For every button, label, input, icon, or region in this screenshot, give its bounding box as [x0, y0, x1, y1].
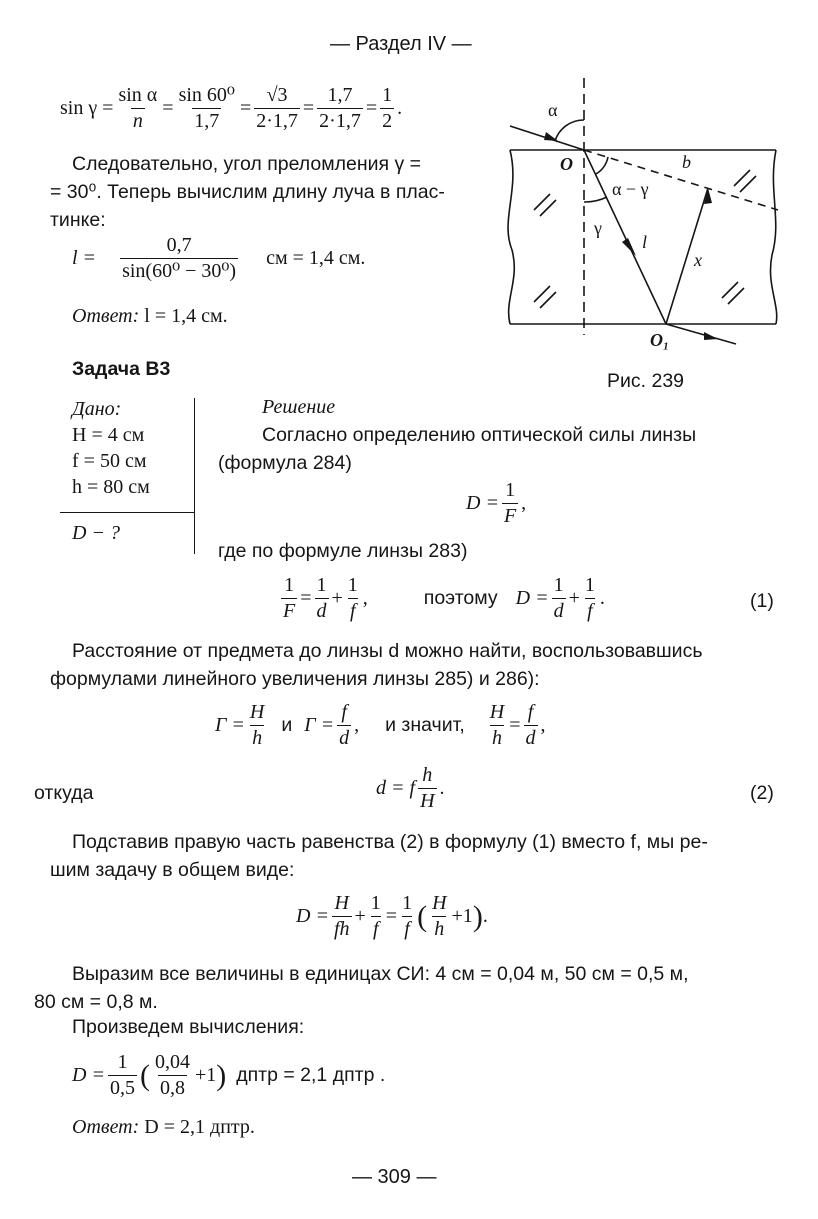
whence-word: откуда: [34, 782, 94, 804]
fraction: $\frac{1}{f}$: [402, 892, 413, 940]
given-block: [72, 396, 150, 500]
paragraph-refraction: Следовательно, угол преломления γ =: [72, 153, 422, 175]
fraction: $\frac{1}{0,5}$: [109, 1051, 135, 1099]
solution-text-2: (формула 284): [218, 452, 352, 474]
fraction: $\frac{H}{fh}$: [333, 892, 350, 940]
equation-general: D = $\frac{H}{fh}$ + $\frac{1}{f}$ = $\frac{1}{f}$ ( $\frac{H}{h}$ +1 ) .: [296, 892, 488, 940]
given-title: Дано:: [72, 398, 122, 420]
paragraph-calculate: Произведем вычисления:: [72, 1016, 305, 1038]
fraction: $\frac{1}{d}$: [553, 574, 564, 622]
fraction: $\frac{1}{F}$: [503, 479, 517, 527]
fraction: $\frac{f}{d}$: [525, 701, 536, 749]
answer-1: [72, 305, 228, 328]
label-alpha-gamma: α − γ: [612, 179, 649, 199]
paren-close: ): [216, 1058, 227, 1092]
fraction: $\frac{√3}{2\cdot 1,7}$: [256, 84, 298, 132]
answer-2: [72, 1116, 255, 1139]
fraction: $\frac{1}{f}$: [370, 892, 381, 940]
paren-close: ): [472, 899, 483, 933]
arrow-incident: [544, 132, 558, 141]
equation-1: $\frac{1}{F}$ = $\frac{1}{d}$ + $\frac{1}{f}$ , поэтому D = $\frac{1}{d}$ + $\frac{1}{f}$ .: [283, 574, 605, 622]
label-alpha: α: [548, 100, 558, 120]
paragraph-si-units-2: 80 см = 0,8 м.: [34, 991, 158, 1013]
fraction: $\frac{\text{sin 60⁰}}{1,7}$: [178, 84, 235, 132]
given-item: h = 80 см: [72, 476, 150, 498]
label-O1: O₁: [650, 330, 670, 350]
paren-open: (: [417, 899, 428, 933]
fraction: $\frac{H}{h}$: [249, 701, 265, 749]
exit-ray: [666, 324, 736, 344]
equation-2: d = f $\frac{h}{H}$ .: [376, 764, 445, 812]
paragraph-distance-2: формулами линейного увеличения линзы 285) и 286):: [50, 668, 540, 690]
given-divider-horizontal: [60, 512, 194, 513]
label-l: l: [642, 232, 648, 252]
equation-magnification: Г = $\frac{H}{h}$ и Г = $\frac{f}{d}$ , и значит, $\frac{H}{h}$ = $\frac{f}{d}$ ,: [215, 701, 546, 749]
lens-formula-intro: где по формуле линзы 283): [218, 540, 468, 562]
given-divider-vertical: [194, 398, 195, 554]
hatch-3: [734, 170, 756, 192]
eq-lhs: sin γ =: [60, 97, 114, 119]
equation-tag-1: (1): [750, 590, 774, 612]
label-O: O: [560, 154, 573, 174]
arc-alpha: [555, 120, 584, 141]
fraction: $\frac{1}{f}$: [347, 574, 358, 622]
paragraph-line: = 30⁰. Теперь вычислим длину луча в плас- тинке:: [50, 181, 445, 231]
fraction: $\frac{1,7}{2\cdot 1,7}$: [319, 84, 361, 132]
label-gamma: γ: [594, 218, 602, 238]
answer-value: D = 2,1 дптр.: [144, 1116, 255, 1138]
given-item: f = 50 см: [72, 450, 147, 472]
equation-length: [72, 235, 365, 282]
fraction: $\frac{0,04}{0,8}$: [154, 1051, 190, 1099]
hatch-1: [534, 194, 556, 216]
figure-refraction-diagram: [490, 70, 790, 360]
fraction: $\frac{1}{F}$: [283, 574, 296, 622]
paragraph-si-units: Выразим все величины в единицах СИ: 4 см = 0,04 м, 50 см = 0,5 м,: [72, 963, 689, 985]
page-number: — 309 —: [352, 1166, 437, 1188]
arc-alpha-gamma: [596, 157, 608, 174]
arrow-exit: [704, 332, 718, 340]
fraction: $\frac{1}{d}$: [316, 574, 327, 622]
equation-tag-2: (2): [750, 782, 774, 804]
figure-caption: Рис. 239: [607, 370, 685, 392]
answer-label: Ответ:: [72, 1116, 140, 1138]
label-b: b: [682, 152, 691, 172]
paren-open: (: [139, 1058, 150, 1092]
find-quantity: D − ?: [72, 522, 120, 544]
arc-gamma: [584, 197, 607, 202]
fraction: $\frac{0,7}{\text{sin(60⁰ − 30⁰)}}$: [122, 234, 237, 282]
paragraph-substitute-2: шим задачу в общем виде:: [50, 859, 295, 881]
paragraph-distance: Расстояние от предмета до линзы d можно найти, воспользовавшись: [72, 640, 703, 662]
fraction: $\frac{1}{f}$: [584, 574, 595, 622]
label-x: x: [694, 250, 702, 270]
hatch-4: [722, 282, 744, 304]
task-title: Задача B3: [72, 358, 171, 380]
fraction: $\frac{f}{d}$: [339, 701, 350, 749]
fraction: $\frac{1}{2}$: [382, 84, 393, 132]
answer-value: l = 1,4 см.: [144, 305, 228, 327]
solution-title: Решение: [262, 396, 336, 418]
fraction: $\frac{h}{H}$: [420, 764, 435, 812]
arrow-refracted: [622, 238, 636, 256]
fraction: $\frac{\text{sin α}}{n}$: [118, 84, 158, 132]
answer-label: Ответ:: [72, 305, 140, 327]
hatch-2: [534, 286, 556, 308]
page-header: — Раздел IV —: [330, 33, 472, 55]
plate-right-edge: [770, 150, 776, 324]
paragraph-substitute: Подставив правую часть равенства (2) в формулу (1) вместо f, мы ре-: [72, 831, 708, 853]
equation-calculation: D = $\frac{1}{0,5}$ ( $\frac{0,04}{0,8}$ +1 ) дптр = 2,1 дптр .: [72, 1051, 386, 1099]
fraction: $\frac{H}{h}$: [432, 892, 447, 940]
equation-optical-power: D = $\frac{1}{F}$ ,: [466, 479, 527, 527]
eq-rhs: см = 1,4 см.: [266, 247, 366, 269]
eq-lhs: l =: [72, 247, 97, 269]
fraction: $\frac{H}{h}$: [489, 701, 505, 749]
plate-left-edge: [508, 150, 514, 324]
given-item: H = 4 см: [72, 424, 145, 446]
solution-text: Согласно определению оптической силы линзы: [262, 424, 697, 446]
equation-sin-gamma: sin γ = $\frac{\text{sin α}}{n}$ = $\frac{\text{sin 60⁰}}{1,7}$ = $\frac{√3}{2\cdot 1,7}$ = $\frac{1,7}{2\cdot 1,7}$ = $\frac{1}{2}$ .: [60, 84, 403, 132]
